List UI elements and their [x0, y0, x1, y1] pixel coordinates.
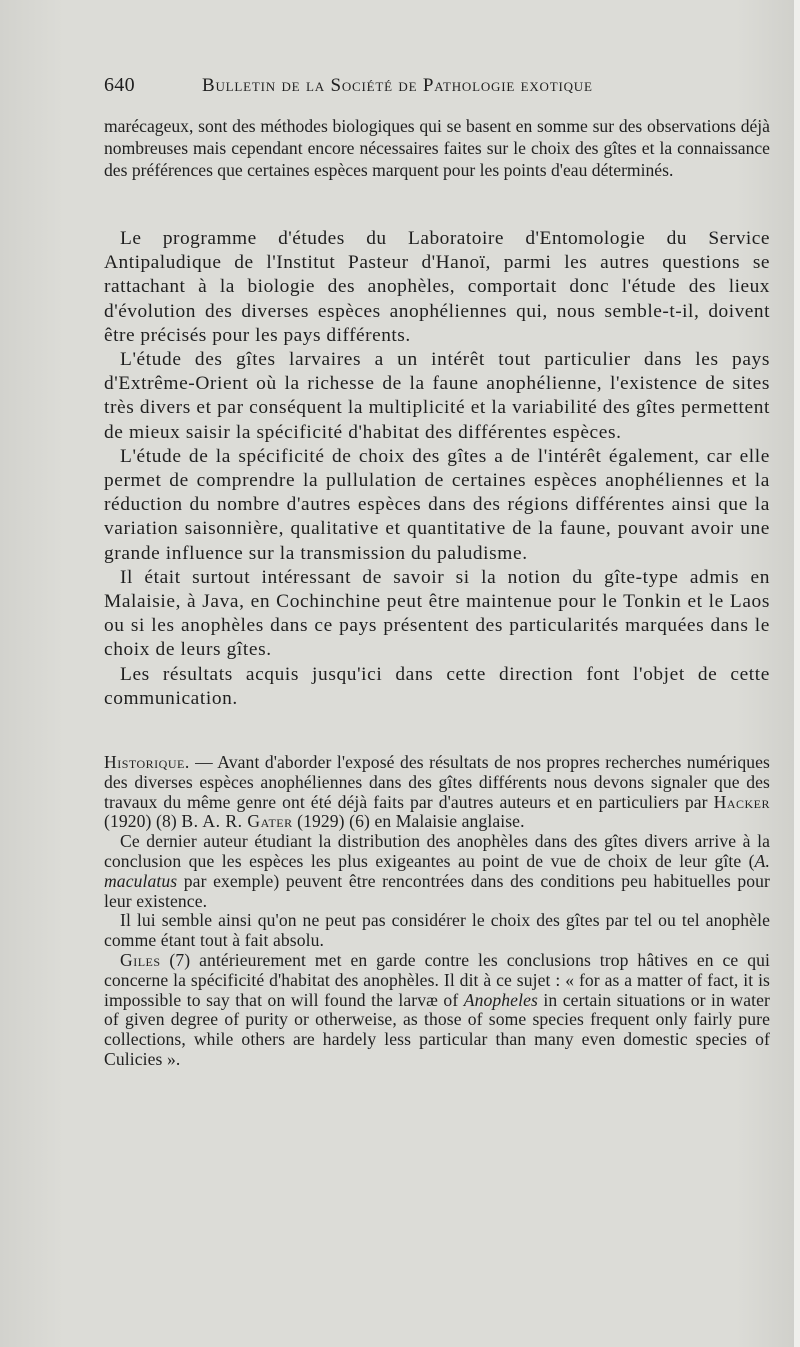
page-number: 640: [104, 74, 135, 96]
paragraph-resultats: Les résultats acquis jusqu'ici dans cette direction font l'objet de cette communication.: [104, 663, 770, 709]
absolu-paragraph: Il lui semble ainsi qu'on ne peut pas considérer le choix des gîtes par tel ou tel anophèle comme étant tout à fait absolu.: [104, 910, 770, 951]
page-edge: [794, 0, 800, 1347]
gater-paragraph: Ce dernier auteur étudiant la distribution des anophèles dans des gîtes divers arrive à la conclusion que les espèces les plus exigeantes au point de vue de choix de leur gîte (A. maculatus par exemple) peuvent être rencontrées dans des conditions peu habituelles pour leur existence.: [104, 831, 770, 911]
author-hacker: Hacker: [713, 791, 770, 812]
document-page: [104, 74, 770, 1070]
main-text: [104, 227, 770, 711]
intro-paragraph: marécageux, sont des méthodes biologiques qui se basent en somme sur des observations déjà nombreuses mais cependant encore nécessaires faites sur le choix des gîtes et la connaissance des préférences que certaines espèces marquent pour les points d'eau déterminés.: [104, 116, 770, 180]
running-header: [104, 74, 770, 97]
paragraph-gite-type: Il était surtout intéressant de savoir si la notion du gîte-type admis en Malaisie, à Java, en Cochinchine peut être maintenue pour le Tonkin et le Laos ou si les anophèles dans ce pays présentent des particularités marquées dans le choix de leurs gîtes.: [104, 566, 770, 661]
running-title: Bulletin de la Société de Pathologie exotique: [202, 75, 593, 96]
paragraph-programme: Le programme d'études du Laboratoire d'Entomologie du Service Antipaludique de l'Institut Pasteur d'Hanoï, parmi les autres questions se rattachant à la biologie des anophèles, comportait donc l'étude des lieux d'évolution des diverses espèces anophéliennes qui, nous semble-t-il, doivent être précisés pour les pays différents.: [104, 228, 770, 346]
species-name: A. maculatus: [104, 851, 770, 891]
genus-name: Anopheles: [463, 989, 538, 1010]
giles-paragraph: Giles (7) antérieurement met en garde contre les conclusions trop hâtives en ce qui concerne la spécificité d'habitat des anophèles. Il dit à ce sujet : « for as a matter of fact, it is impossible to say that on will found the larvæ of Anopheles in certain situations or in water of given degree of purity or otherweise, as those of some species frequent only fairly pure collections, while others are hardely less particular than many even domestic species of Culicies ».: [104, 950, 770, 1070]
paragraph-gites-larvaires: L'étude des gîtes larvaires a un intérêt tout particulier dans les pays d'Extrême-Orient où la richesse de la faune anophélienne, l'existence de sites très divers et par conséquent la multiplicité et la variabilité des gîtes permettent de mieux saisir la spécificité d'habitat des différentes espèces.: [104, 349, 770, 443]
author-gater: B. A. R. Gater: [181, 811, 293, 832]
historique-section: [104, 753, 770, 1070]
historique-paragraph: Historique. — Avant d'aborder l'exposé des résultats de nos propres recherches numériques des diverses espèces anophéliennes dans des gîtes différents nous devons signaler que des travaux du même genre ont été déjà faits par d'autres auteurs et en particuliers par Hacker (1920) (8) B. A. R. Gater (1929) (6) en Malaisie anglaise.: [104, 752, 770, 832]
paragraph-specificite: L'étude de la spécificité de choix des gîtes a de l'intérêt également, car elle permet de comprendre la pullulation de certaines espèces anophéliennes et la réduction du nombre d'autres espèces dans des régions différentes ainsi que la variation saisonnière, qualitative et quantitative de la faune, pouvant avoir une grande influence sur la transmission du paludisme.: [104, 445, 770, 564]
author-giles: Giles: [120, 950, 161, 971]
historique-heading: Historique.: [104, 752, 190, 773]
